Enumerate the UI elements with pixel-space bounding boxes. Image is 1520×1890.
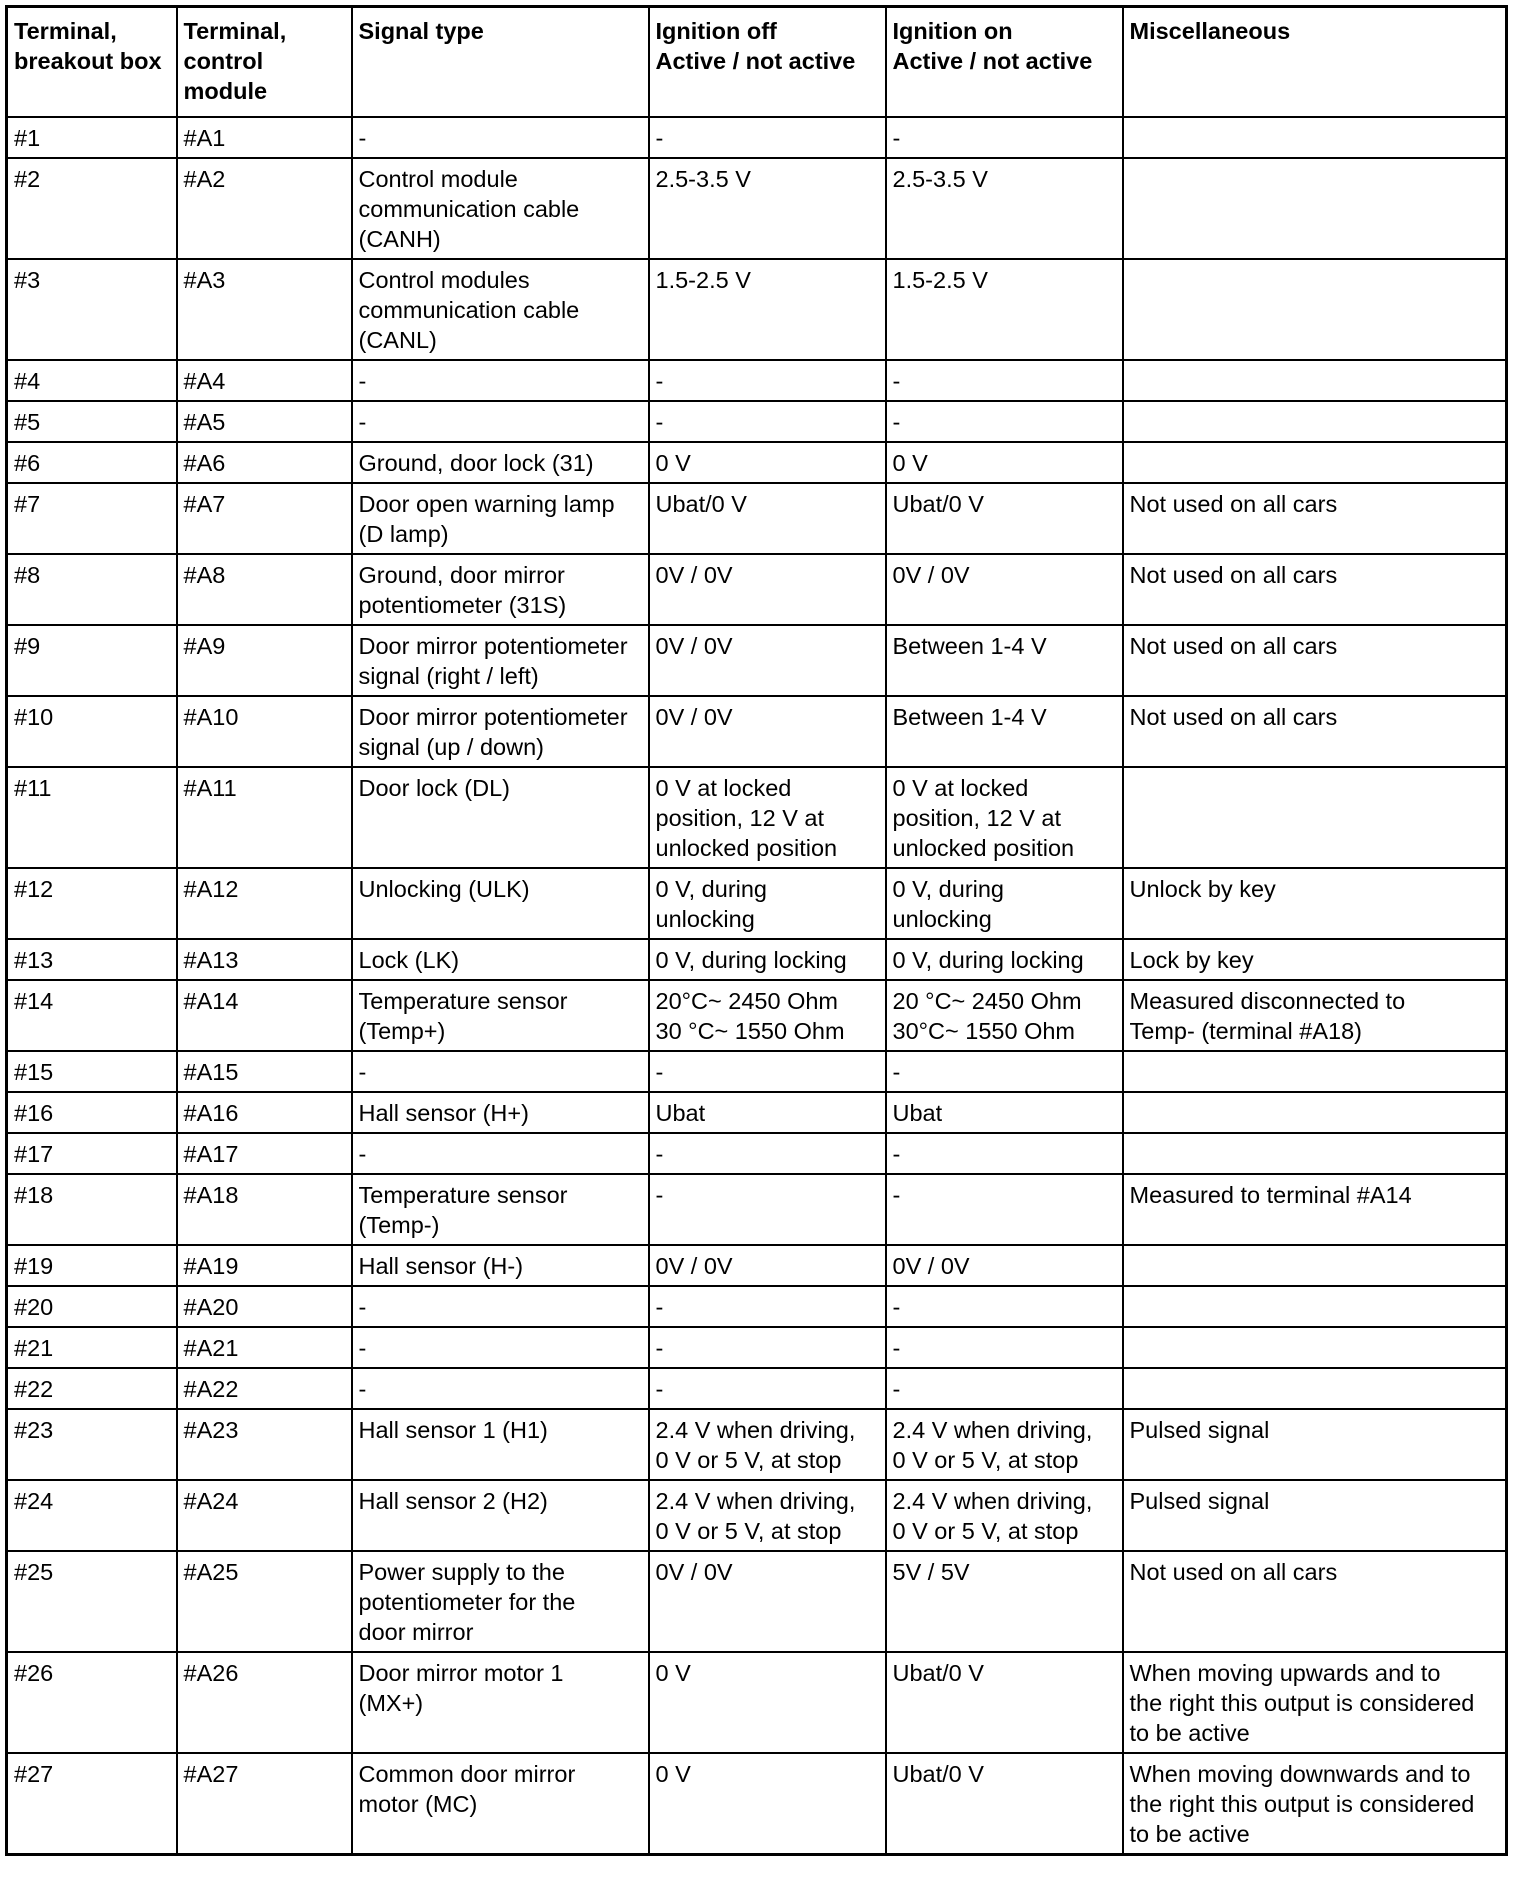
cell-ignition-on: Ubat/0 V: [886, 1652, 1123, 1753]
cell-ignition-on: 0V / 0V: [886, 1245, 1123, 1286]
cell-ignition-on: 20 °C~ 2450 Ohm 30°C~ 1550 Ohm: [886, 980, 1123, 1051]
cell-miscellaneous: [1123, 259, 1507, 360]
cell-signal-type: Door mirror potentiometer signal (up / down): [352, 696, 649, 767]
cell-terminal-breakout-box: #9: [7, 625, 177, 696]
cell-signal-type: -: [352, 401, 649, 442]
table-row: [7, 1551, 1507, 1652]
cell-ignition-off: Ubat/0 V: [649, 483, 886, 554]
table-row: [7, 1368, 1507, 1409]
cell-ignition-off: 0 V, during locking: [649, 939, 886, 980]
cell-miscellaneous: Not used on all cars: [1123, 696, 1507, 767]
cell-ignition-on: Ubat/0 V: [886, 483, 1123, 554]
cell-ignition-off: 0V / 0V: [649, 696, 886, 767]
cell-miscellaneous: [1123, 158, 1507, 259]
cell-terminal-control-module: #A5: [177, 401, 352, 442]
cell-ignition-off: -: [649, 1051, 886, 1092]
table-row: [7, 980, 1507, 1051]
cell-ignition-off: 0V / 0V: [649, 1245, 886, 1286]
cell-miscellaneous: [1123, 1051, 1507, 1092]
table-row: [7, 117, 1507, 158]
header-miscellaneous: Miscellaneous: [1123, 7, 1507, 118]
cell-terminal-breakout-box: #20: [7, 1286, 177, 1327]
cell-terminal-control-module: #A26: [177, 1652, 352, 1753]
cell-ignition-off: 2.5-3.5 V: [649, 158, 886, 259]
cell-signal-type: -: [352, 1327, 649, 1368]
cell-terminal-breakout-box: #24: [7, 1480, 177, 1551]
table-row: [7, 625, 1507, 696]
cell-signal-type: Temperature sensor (Temp+): [352, 980, 649, 1051]
cell-signal-type: Common door mirror motor (MC): [352, 1753, 649, 1855]
cell-signal-type: -: [352, 360, 649, 401]
cell-ignition-on: -: [886, 1133, 1123, 1174]
cell-signal-type: -: [352, 1286, 649, 1327]
table-row: [7, 1480, 1507, 1551]
cell-miscellaneous: Not used on all cars: [1123, 1551, 1507, 1652]
cell-miscellaneous: Not used on all cars: [1123, 483, 1507, 554]
table-row: [7, 767, 1507, 868]
cell-ignition-off: 2.4 V when driving, 0 V or 5 V, at stop: [649, 1409, 886, 1480]
table-row: [7, 483, 1507, 554]
cell-ignition-off: 2.4 V when driving, 0 V or 5 V, at stop: [649, 1480, 886, 1551]
cell-signal-type: Ground, door lock (31): [352, 442, 649, 483]
cell-ignition-on: Ubat: [886, 1092, 1123, 1133]
cell-terminal-control-module: #A24: [177, 1480, 352, 1551]
cell-terminal-control-module: #A1: [177, 117, 352, 158]
table-row: [7, 1133, 1507, 1174]
cell-terminal-control-module: #A27: [177, 1753, 352, 1855]
cell-miscellaneous: [1123, 1245, 1507, 1286]
cell-ignition-off: 0 V: [649, 442, 886, 483]
header-ignition-off: Ignition off Active / not active: [649, 7, 886, 118]
table-header: [7, 7, 1507, 118]
cell-terminal-control-module: #A21: [177, 1327, 352, 1368]
cell-signal-type: Hall sensor (H+): [352, 1092, 649, 1133]
cell-signal-type: Door mirror motor 1 (MX+): [352, 1652, 649, 1753]
cell-signal-type: Hall sensor 2 (H2): [352, 1480, 649, 1551]
cell-ignition-on: -: [886, 360, 1123, 401]
table-row: [7, 1286, 1507, 1327]
cell-signal-type: Door lock (DL): [352, 767, 649, 868]
cell-miscellaneous: [1123, 442, 1507, 483]
cell-miscellaneous: Measured to terminal #A14: [1123, 1174, 1507, 1245]
cell-terminal-breakout-box: #11: [7, 767, 177, 868]
cell-miscellaneous: [1123, 1133, 1507, 1174]
cell-miscellaneous: [1123, 401, 1507, 442]
cell-ignition-on: 2.4 V when driving, 0 V or 5 V, at stop: [886, 1409, 1123, 1480]
cell-signal-type: Control module communication cable (CANH): [352, 158, 649, 259]
cell-ignition-on: -: [886, 1286, 1123, 1327]
cell-terminal-control-module: #A12: [177, 868, 352, 939]
table-row: [7, 554, 1507, 625]
table-row: [7, 1174, 1507, 1245]
table-row: [7, 868, 1507, 939]
cell-ignition-on: -: [886, 1327, 1123, 1368]
cell-ignition-off: -: [649, 360, 886, 401]
cell-terminal-breakout-box: #6: [7, 442, 177, 483]
table-row: [7, 259, 1507, 360]
cell-miscellaneous: [1123, 360, 1507, 401]
cell-ignition-on: 0V / 0V: [886, 554, 1123, 625]
cell-terminal-control-module: #A4: [177, 360, 352, 401]
table-row: [7, 1092, 1507, 1133]
cell-terminal-control-module: #A8: [177, 554, 352, 625]
cell-miscellaneous: Pulsed signal: [1123, 1409, 1507, 1480]
cell-miscellaneous: When moving downwards and to the right this output is considered to be active: [1123, 1753, 1507, 1855]
cell-terminal-control-module: #A11: [177, 767, 352, 868]
cell-ignition-off: 1.5-2.5 V: [649, 259, 886, 360]
cell-terminal-breakout-box: #1: [7, 117, 177, 158]
cell-ignition-off: 0 V at locked position, 12 V at unlocked position: [649, 767, 886, 868]
terminal-signal-table: [5, 5, 1508, 1856]
cell-ignition-on: -: [886, 1368, 1123, 1409]
cell-signal-type: Unlocking (ULK): [352, 868, 649, 939]
cell-terminal-breakout-box: #14: [7, 980, 177, 1051]
cell-ignition-off: -: [649, 117, 886, 158]
header-terminal-control-module: Terminal, control module: [177, 7, 352, 118]
cell-ignition-on: Between 1-4 V: [886, 696, 1123, 767]
cell-miscellaneous: Not used on all cars: [1123, 625, 1507, 696]
cell-terminal-breakout-box: #17: [7, 1133, 177, 1174]
cell-terminal-breakout-box: #12: [7, 868, 177, 939]
cell-terminal-control-module: #A7: [177, 483, 352, 554]
cell-terminal-breakout-box: #23: [7, 1409, 177, 1480]
cell-terminal-breakout-box: #10: [7, 696, 177, 767]
cell-miscellaneous: [1123, 1092, 1507, 1133]
cell-signal-type: Hall sensor 1 (H1): [352, 1409, 649, 1480]
cell-miscellaneous: [1123, 117, 1507, 158]
cell-ignition-on: 2.4 V when driving, 0 V or 5 V, at stop: [886, 1480, 1123, 1551]
cell-ignition-off: -: [649, 1327, 886, 1368]
cell-miscellaneous: Pulsed signal: [1123, 1480, 1507, 1551]
table-row: [7, 360, 1507, 401]
cell-ignition-off: 0 V: [649, 1753, 886, 1855]
cell-ignition-off: 0 V, during unlocking: [649, 868, 886, 939]
cell-miscellaneous: Lock by key: [1123, 939, 1507, 980]
cell-terminal-control-module: #A13: [177, 939, 352, 980]
cell-signal-type: Door mirror potentiometer signal (right / left): [352, 625, 649, 696]
cell-ignition-on: -: [886, 401, 1123, 442]
cell-miscellaneous: [1123, 1368, 1507, 1409]
cell-ignition-off: -: [649, 1133, 886, 1174]
cell-miscellaneous: Measured disconnected to Temp- (terminal #A18): [1123, 980, 1507, 1051]
cell-ignition-on: 0 V: [886, 442, 1123, 483]
table-row: [7, 1753, 1507, 1855]
table-row: [7, 1245, 1507, 1286]
cell-ignition-off: 0V / 0V: [649, 625, 886, 696]
cell-ignition-on: 2.5-3.5 V: [886, 158, 1123, 259]
cell-ignition-off: -: [649, 1368, 886, 1409]
cell-terminal-control-module: #A18: [177, 1174, 352, 1245]
header-row: [7, 7, 1507, 118]
cell-signal-type: Power supply to the potentiometer for the door mirror: [352, 1551, 649, 1652]
cell-ignition-on: 0 V, during unlocking: [886, 868, 1123, 939]
table-body: [7, 117, 1507, 1855]
cell-terminal-control-module: #A9: [177, 625, 352, 696]
cell-signal-type: Lock (LK): [352, 939, 649, 980]
cell-miscellaneous: Unlock by key: [1123, 868, 1507, 939]
cell-terminal-breakout-box: #21: [7, 1327, 177, 1368]
cell-ignition-off: 20°C~ 2450 Ohm 30 °C~ 1550 Ohm: [649, 980, 886, 1051]
header-terminal-breakout-box: Terminal, breakout box: [7, 7, 177, 118]
cell-signal-type: -: [352, 1368, 649, 1409]
cell-terminal-breakout-box: #26: [7, 1652, 177, 1753]
header-ignition-on: Ignition on Active / not active: [886, 7, 1123, 118]
table-row: [7, 158, 1507, 259]
cell-ignition-off: -: [649, 401, 886, 442]
table-row: [7, 1409, 1507, 1480]
cell-signal-type: Ground, door mirror potentiometer (31S): [352, 554, 649, 625]
cell-terminal-breakout-box: #19: [7, 1245, 177, 1286]
cell-terminal-control-module: #A2: [177, 158, 352, 259]
cell-signal-type: Temperature sensor (Temp-): [352, 1174, 649, 1245]
table-row: [7, 696, 1507, 767]
cell-ignition-off: 0V / 0V: [649, 554, 886, 625]
cell-terminal-breakout-box: #27: [7, 1753, 177, 1855]
cell-ignition-on: 0 V, during locking: [886, 939, 1123, 980]
cell-terminal-breakout-box: #25: [7, 1551, 177, 1652]
cell-terminal-breakout-box: #7: [7, 483, 177, 554]
cell-terminal-control-module: #A17: [177, 1133, 352, 1174]
cell-terminal-control-module: #A19: [177, 1245, 352, 1286]
cell-ignition-on: 5V / 5V: [886, 1551, 1123, 1652]
cell-ignition-on: -: [886, 1174, 1123, 1245]
cell-terminal-control-module: #A25: [177, 1551, 352, 1652]
cell-terminal-control-module: #A23: [177, 1409, 352, 1480]
header-signal-type: Signal type: [352, 7, 649, 118]
cell-signal-type: Hall sensor (H-): [352, 1245, 649, 1286]
cell-signal-type: Door open warning lamp (D lamp): [352, 483, 649, 554]
cell-terminal-control-module: #A15: [177, 1051, 352, 1092]
cell-ignition-off: 0V / 0V: [649, 1551, 886, 1652]
cell-terminal-breakout-box: #13: [7, 939, 177, 980]
cell-terminal-breakout-box: #3: [7, 259, 177, 360]
cell-signal-type: -: [352, 1133, 649, 1174]
cell-terminal-breakout-box: #15: [7, 1051, 177, 1092]
cell-miscellaneous: When moving upwards and to the right this output is considered to be active: [1123, 1652, 1507, 1753]
cell-ignition-off: -: [649, 1174, 886, 1245]
table-row: [7, 1051, 1507, 1092]
cell-miscellaneous: [1123, 1327, 1507, 1368]
cell-miscellaneous: [1123, 767, 1507, 868]
cell-terminal-control-module: #A16: [177, 1092, 352, 1133]
cell-signal-type: -: [352, 117, 649, 158]
cell-terminal-control-module: #A6: [177, 442, 352, 483]
cell-signal-type: -: [352, 1051, 649, 1092]
cell-miscellaneous: [1123, 1286, 1507, 1327]
cell-terminal-breakout-box: #18: [7, 1174, 177, 1245]
table-row: [7, 401, 1507, 442]
table-row: [7, 1327, 1507, 1368]
cell-ignition-on: 1.5-2.5 V: [886, 259, 1123, 360]
cell-terminal-breakout-box: #8: [7, 554, 177, 625]
cell-ignition-on: -: [886, 117, 1123, 158]
cell-terminal-control-module: #A14: [177, 980, 352, 1051]
cell-ignition-on: Ubat/0 V: [886, 1753, 1123, 1855]
cell-terminal-control-module: #A3: [177, 259, 352, 360]
cell-ignition-on: Between 1-4 V: [886, 625, 1123, 696]
cell-ignition-off: 0 V: [649, 1652, 886, 1753]
cell-ignition-off: -: [649, 1286, 886, 1327]
cell-terminal-breakout-box: #22: [7, 1368, 177, 1409]
cell-terminal-breakout-box: #4: [7, 360, 177, 401]
cell-terminal-breakout-box: #5: [7, 401, 177, 442]
cell-signal-type: Control modules communication cable (CANL): [352, 259, 649, 360]
cell-ignition-on: 0 V at locked position, 12 V at unlocked position: [886, 767, 1123, 868]
cell-terminal-control-module: #A22: [177, 1368, 352, 1409]
table-row: [7, 442, 1507, 483]
cell-terminal-breakout-box: #16: [7, 1092, 177, 1133]
table-row: [7, 939, 1507, 980]
cell-ignition-on: -: [886, 1051, 1123, 1092]
table-row: [7, 1652, 1507, 1753]
cell-terminal-control-module: #A10: [177, 696, 352, 767]
cell-terminal-breakout-box: #2: [7, 158, 177, 259]
cell-terminal-control-module: #A20: [177, 1286, 352, 1327]
cell-miscellaneous: Not used on all cars: [1123, 554, 1507, 625]
cell-ignition-off: Ubat: [649, 1092, 886, 1133]
